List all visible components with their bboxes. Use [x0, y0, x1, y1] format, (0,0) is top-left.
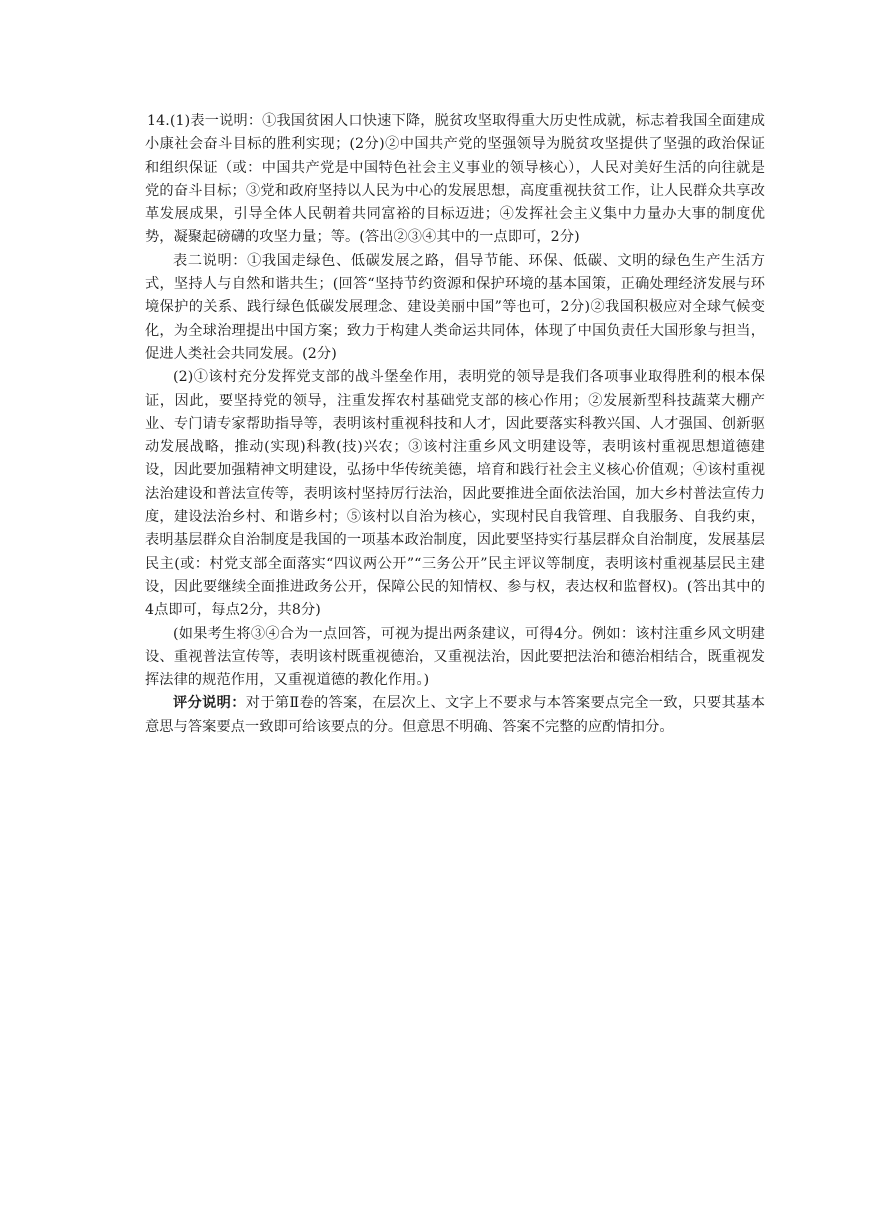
grading-notes	[145, 692, 765, 739]
answer-14-2: (2)①该村充分发挥党支部的战斗堡垒作用，表明党的领导是我们各项事业取得胜利的根本保证，因此，要坚持党的领导，注重发挥农村基础党支部的核心作用；②发展新型科技蔬菜大棚产业、专门请专家帮助指导等，表明该村重视科技和人才，因此要落实科教兴国、人才强国、创新驱动发展战略，推动(实现)科教(技)兴农；③该村注重乡风文明建设等，表明该村重视思想道德建设，因此要加强精神文明建设，弘扬中华传统美德，培育和践行社会主义核心价值观；④该村重视法治建设和普法宣传等，表明该村坚持厉行法治，因此要推进全面依法治国，加大乡村普法宣传力度，建设法治乡村、和谐乡村；⑤该村以自治为核心，实现村民自我管理、自我服务、自我约束，表明基层群众自治制度是我国的一项基本政治制度，因此要坚持实行基层群众自治制度，发展基层民主(或：村党支部全面落实“四议两公开”“三务公开”民主评议等制度，表明该村重视基层民主建设，因此要继续全面推进政务公开，保障公民的知情权、参与权，表达权和监督权)。(答出其中的4点即可，每点2分，共8分)	[145, 369, 765, 619]
grading-notes-label: 评分说明：	[173, 695, 246, 712]
answer-14-1-table-one: 14.(1)表一说明：①我国贫困人口快速下降，脱贫攻坚取得重大历史性成就，标志着我国全面建成小康社会奋斗目标的胜利实现；(2分)②中国共产党的坚强领导为脱贫攻坚提供了坚强的政治保证和组织保证（或：中国共产党是中国特色社会主义事业的领导核心），人民对美好生活的向往就是党的奋斗目标；③党和政府坚持以人民为中心的发展思想，高度重视扶贫工作，让人民群众共享改革发展成果，引导全体人民朝着共同富裕的目标迈进；④发挥社会主义集中力量办大事的制度优势，凝聚起磅礴的攻坚力量；等。(答出②③④其中的一点即可，2分)	[145, 113, 765, 246]
grading-notes-text: 对于第Ⅱ卷的答案，在层次上、文字上不要求与本答案要点完全一致，只要其基本意思与答案要点一致即可给该要点的分。但意思不明确、答案不完整的应酌情扣分。	[145, 695, 765, 735]
answer-14-2-note: (如果考生将③④合为一点回答，可视为提出两条建议，可得4分。例如：该村注重乡风文明建设、重视普法宣传等，表明该村既重视德治，又重视法治，因此要把法治和德治相结合，既重视发挥法律的规范作用，又重视道德的教化作用。)	[145, 625, 765, 689]
answer-14-1-table-two: 表二说明：①我国走绿色、低碳发展之路，倡导节能、环保、低碳、文明的绿色生产生活方式，坚持人与自然和谐共生；(回答“坚持节约资源和保护环境的基本国策，正确处理经济发展与环境保护的关系、践行绿色低碳发展理念、建设美丽中国”等也可，2分)②我国积极应对全球气候变化，为全球治理提出中国方案；致力于构建人类命运共同体，体现了中国负责任大国形象与担当，促进人类社会共同发展。(2分)	[145, 252, 765, 362]
answer-page	[145, 110, 765, 739]
